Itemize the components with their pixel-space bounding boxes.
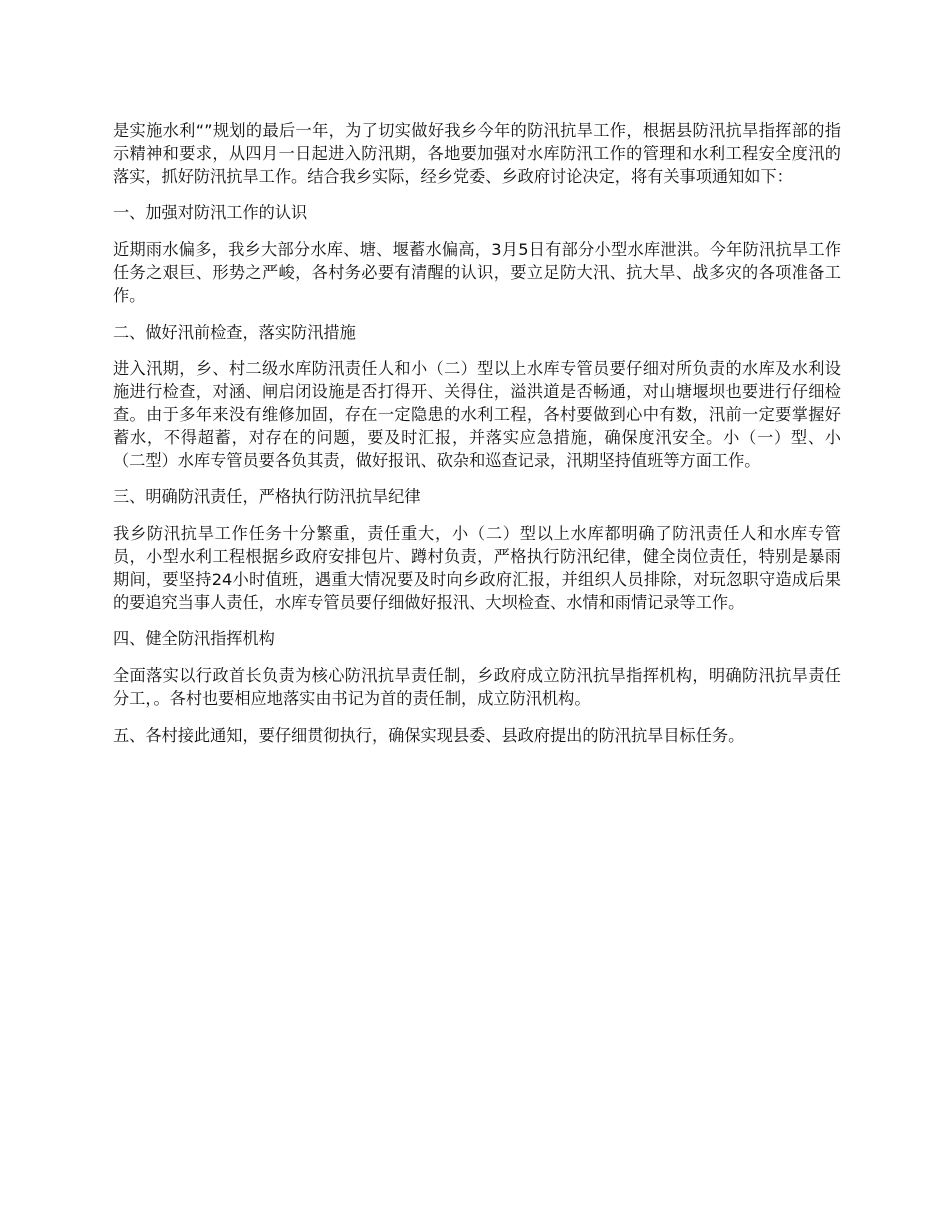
section-3-heading: 三、明确防汛责任，严格执行防汛抗旱纪律 <box>113 487 421 507</box>
closing-paragraph: 五、各村接此通知，要仔细贯彻执行，确保实现县委、县政府提出的防汛抗旱目标任务。 <box>113 725 745 745</box>
section-2-body: 进入汛期，乡、村二级水库防汛责任人和小（二）型以上水库专管员要仔细对所负责的水库及水利设施进行检查，对涵、闸启闭设施是否打得开、关得住，溢洪道是否畅通，对山塘堰坝也要进行仔细检查。由于多年来没有维修加固，存在一定隐患的水利工程，各村要做到心中有数，汛前一定要掌握好蓄水，不得超蓄，对存在的问题，要及时汇报，并落实应急措施，确保度汛安全。小（一）型、小（二型）水库专管员要各负其责，做好报讯、砍杂和巡查记录，汛期坚持值班等方面工作。 <box>113 359 841 470</box>
section-1-body: 近期雨水偏多，我乡大部分水库、塘、堰蓄水偏高，3月5日有部分小型水库泄洪。今年防汛抗旱工作任务之艰巨、形势之严峻，各村务必要有清醒的认识，要立足防大汛、抗大旱、战多灾的各项准备工作。 <box>113 240 841 305</box>
section-2-heading: 二、做好汛前检查，落实防汛措施 <box>113 322 356 342</box>
section-1-heading: 一、加强对防汛工作的认识 <box>113 203 308 223</box>
section-4-body: 全面落实以行政首长负责为核心防汛抗旱责任制，乡政府成立防汛抗旱指挥机构，明确防汛抗旱责任分工，。各村也要相应地落实由书记为首的责任制，成立防汛机构。 <box>113 666 841 708</box>
intro-paragraph: 是实施水利“”规划的最后一年，为了切实做好我乡今年的防汛抗旱工作，根据县防汛抗旱指挥部的指示精神和要求，从四月一日起进入防汛期，各地要加强对水库防汛工作的管理和水利工程安全度汛的落实，抓好防汛抗旱工作。结合我乡实际，经乡党委、乡政府讨论决定，将有关事项通知如下： <box>113 121 841 186</box>
section-4-heading: 四、健全防汛指挥机构 <box>113 629 275 649</box>
section-3-body: 我乡防汛抗旱工作任务十分繁重，责任重大，小（二）型以上水库都明确了防汛责任人和水库专管员，小型水利工程根据乡政府安排包片、蹲村负责，严格执行防汛纪律，健全岗位责任，特别是暴雨期间，要坚持24小时值班，遇重大情况要及时向乡政府汇报，并组织人员排除，对玩忽职守造成后果的要追究当事人责任，水库专管员要仔细做好报汛、大坝检查、水情和雨情记录等工作。 <box>113 524 841 612</box>
document-page <box>113 120 841 762</box>
